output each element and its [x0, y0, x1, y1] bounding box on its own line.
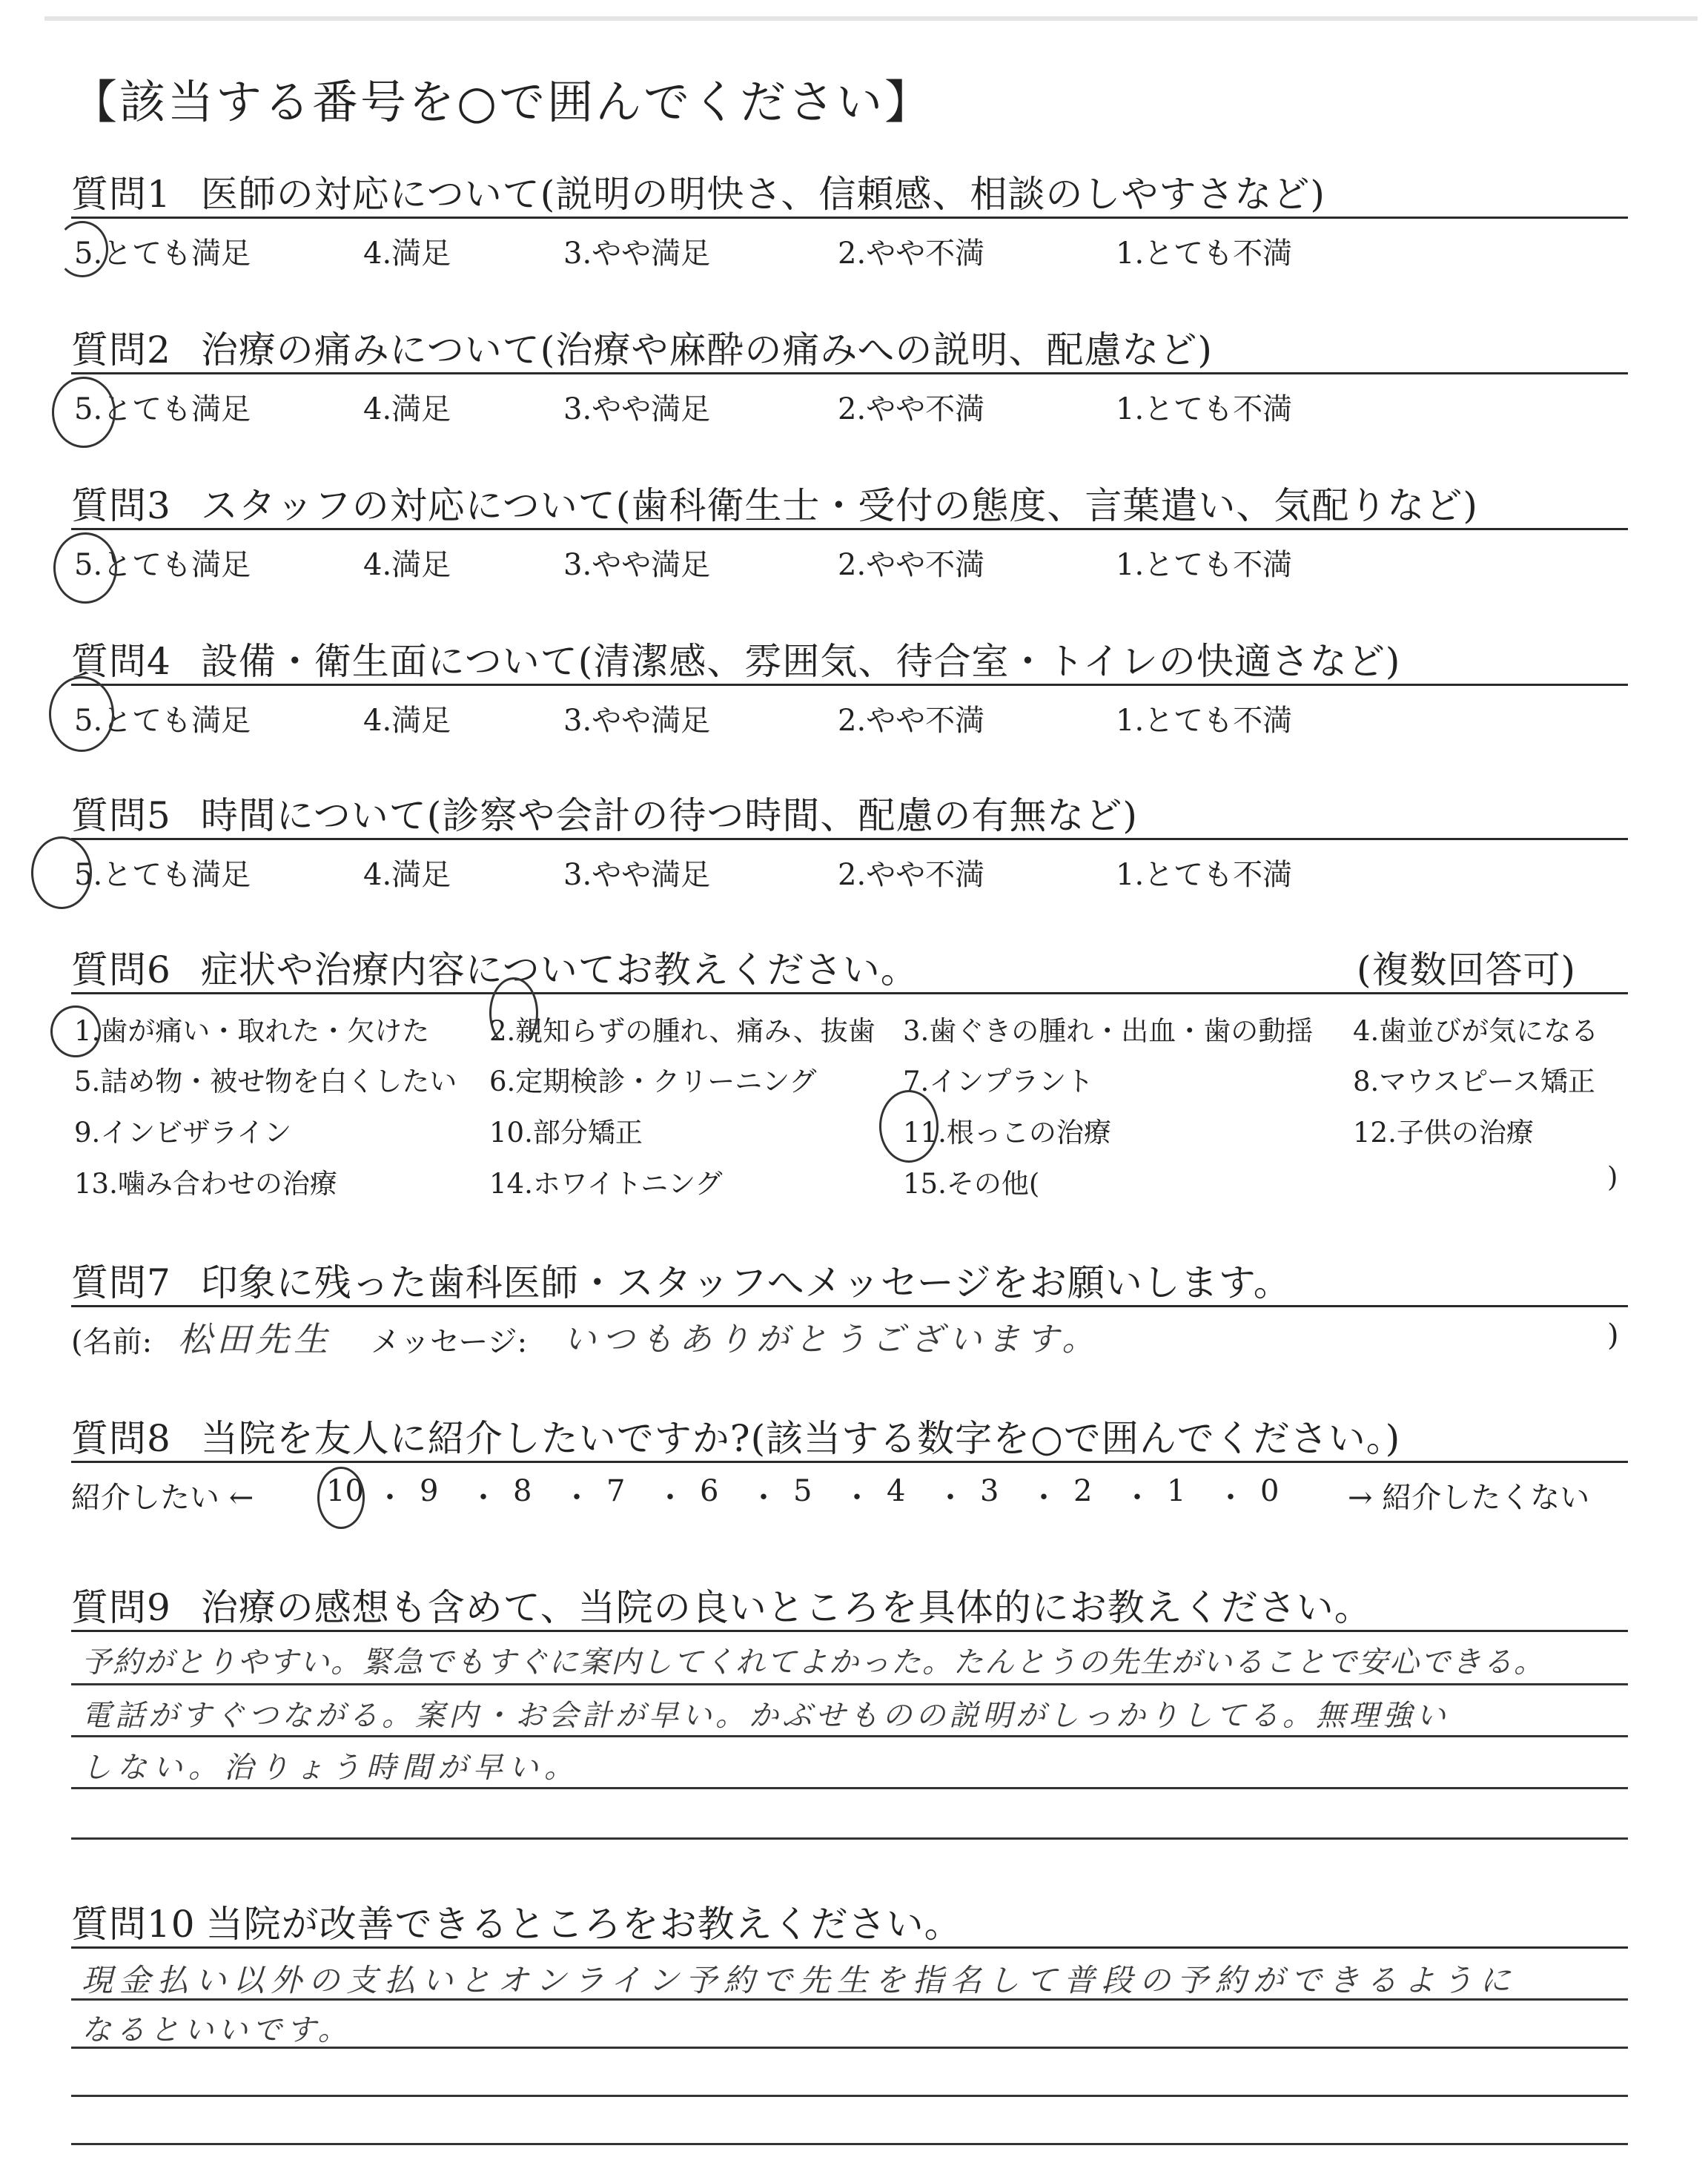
question-text: 時間について(診察や会計の待つ時間、配慮の有無など): [200, 794, 1138, 837]
answer-line: [71, 1683, 1628, 1685]
answer-circle-mark: [52, 377, 116, 448]
question-text: 治療の痛みについて(治療や麻酔の痛みへの説明、配慮など): [200, 328, 1213, 371]
question-number: 質問3: [71, 484, 171, 527]
option-1[interactable]: 1.とても不満: [1116, 704, 1293, 738]
answer-circle-mark: [489, 977, 538, 1048]
question-number: 質問1: [71, 173, 171, 216]
option-3[interactable]: 3.やや満足: [563, 858, 711, 892]
option-1[interactable]: 1.とても不満: [1116, 548, 1293, 582]
question-9-rule: [71, 1630, 1628, 1632]
answer-circle-mark: [31, 836, 92, 909]
option-5[interactable]: 5.とても満足: [74, 237, 251, 271]
q10-answer-line-1[interactable]: 現金払い以外の支払いとオンライン予約で先生を指名して普段の予約ができるように: [82, 1962, 1517, 1998]
scale-value-10[interactable]: 10: [326, 1474, 364, 1508]
answer-line: [71, 1735, 1628, 1737]
symptom-option[interactable]: 6.定期検診・クリーニング: [489, 1066, 817, 1097]
question-10-title: [71, 1895, 962, 1948]
option-1[interactable]: 1.とても不満: [1116, 392, 1293, 426]
option-3[interactable]: 3.やや満足: [563, 392, 711, 426]
message-handwritten[interactable]: いつもありがとうございます。: [563, 1321, 1101, 1358]
question-8-rule: [71, 1461, 1628, 1463]
name-label: (名前:: [71, 1325, 153, 1359]
instruction-heading: 【該当する番号を○で囲んでください】: [71, 75, 933, 129]
symptom-option[interactable]: 4.歯並びが気になる: [1353, 1015, 1599, 1047]
question-text: 設備・衛生面について(清潔感、雰囲気、待合室・トイレの快適さなど): [200, 640, 1401, 683]
question-3-title: [71, 476, 1478, 529]
scale-value-8[interactable]: 8: [513, 1474, 532, 1508]
answer-circle-mark: [317, 1467, 365, 1529]
question-6-title: [71, 940, 918, 994]
question-2-rule: [71, 372, 1628, 374]
scale-value-7[interactable]: 7: [606, 1474, 626, 1508]
symptom-option[interactable]: 1.歯が痛い・取れた・欠けた: [74, 1015, 430, 1047]
recommend-right-label: → 紹介したくない: [1348, 1481, 1590, 1515]
option-3[interactable]: 3.やや満足: [563, 237, 711, 271]
question-1-title: [71, 165, 1325, 218]
option-5[interactable]: 5.とても満足: [74, 548, 251, 582]
q9-answer-line-2[interactable]: 電話がすぐつながる。案内・お会計が早い。かぶせものの説明がしっかりしてる。無理強い: [82, 1699, 1449, 1733]
question-1-rule: [71, 217, 1628, 219]
scale-value-6[interactable]: 6: [700, 1474, 719, 1508]
message-close-paren: ): [1607, 1318, 1619, 1353]
answer-circle-mark: [49, 676, 114, 752]
symptom-option[interactable]: 14.ホワイトニング: [489, 1168, 723, 1200]
symptom-option[interactable]: 2.親知らずの腫れ、痛み、抜歯: [489, 1015, 875, 1047]
option-4[interactable]: 4.満足: [363, 704, 451, 738]
answer-circle-mark: [879, 1090, 939, 1163]
scale-value-2[interactable]: 2: [1073, 1474, 1093, 1508]
symptom-option[interactable]: 10.部分矯正: [489, 1117, 643, 1149]
option-1[interactable]: 1.とても不満: [1116, 237, 1293, 271]
option-2[interactable]: 2.やや不満: [838, 392, 985, 426]
question-number: 質問2: [71, 328, 171, 371]
question-text: 医師の対応について(説明の明快さ、信頼感、相談のしやすさなど): [200, 173, 1325, 216]
question-3-rule: [71, 528, 1628, 530]
question-number: 質問5: [71, 794, 171, 837]
question-number: 質問10: [71, 1903, 196, 1946]
q9-answer-line-3[interactable]: しない。治りょう時間が早い。: [82, 1751, 580, 1785]
scale-separator: ・: [1029, 1481, 1059, 1515]
scale-separator: ・: [1216, 1481, 1245, 1515]
option-3[interactable]: 3.やや満足: [563, 548, 711, 582]
question-text: 当院が改善できるところをお教えください。: [205, 1903, 962, 1946]
message-label: メッセージ:: [371, 1325, 528, 1359]
q10-answer-line-2[interactable]: なるといいです。: [82, 2013, 352, 2047]
name-handwritten[interactable]: 松田先生: [178, 1319, 332, 1359]
question-text: 治療の感想も含めて、当院の良いところを具体的にお教えください。: [200, 1586, 1372, 1629]
option-4[interactable]: 4.満足: [363, 548, 451, 582]
scale-separator: ・: [375, 1481, 405, 1515]
question-number: 質問7: [71, 1261, 171, 1304]
answer-line: [71, 2143, 1628, 2145]
option-4[interactable]: 4.満足: [363, 858, 451, 892]
question-text: 印象に残った歯科医師・スタッフへメッセージをお願いします。: [200, 1261, 1291, 1304]
question-4-title: [71, 632, 1400, 685]
other-close-paren: ): [1607, 1161, 1618, 1193]
answer-line: [71, 1837, 1628, 1840]
answer-line: [71, 2095, 1628, 2097]
recommend-left-label: 紹介したい ←: [71, 1481, 254, 1515]
symptom-option[interactable]: 5.詰め物・被せ物を白くしたい: [74, 1066, 457, 1097]
scale-separator: ・: [655, 1481, 685, 1515]
answer-circle-mark: [56, 221, 108, 277]
scale-separator: ・: [842, 1481, 872, 1515]
question-5-rule: [71, 838, 1628, 840]
symptom-option[interactable]: 3.歯ぐきの腫れ・出血・歯の動揺: [903, 1015, 1314, 1047]
symptom-option[interactable]: 15.その他(: [903, 1168, 1040, 1200]
question-text: スタッフの対応について(歯科衛生士・受付の態度、言葉遣い、気配りなど): [200, 484, 1478, 527]
option-2[interactable]: 2.やや不満: [838, 548, 985, 582]
question-6-rule: [71, 992, 1628, 994]
answer-circle-mark: [50, 1005, 101, 1057]
option-2[interactable]: 2.やや不満: [838, 858, 985, 892]
option-1[interactable]: 1.とても不満: [1116, 858, 1293, 892]
question-number: 質問8: [71, 1417, 171, 1460]
question-8-title: [71, 1409, 1400, 1462]
answer-circle-mark: [53, 532, 117, 604]
scale-separator: ・: [936, 1481, 965, 1515]
scale-separator: ・: [749, 1481, 778, 1515]
symptom-option[interactable]: 12.子供の治療: [1353, 1117, 1534, 1149]
question-7-rule: [71, 1305, 1628, 1307]
top-border: [44, 16, 1698, 21]
multiple-answer-note: (複数回答可): [1357, 948, 1577, 991]
question-2-title: [71, 320, 1213, 374]
question-4-rule: [71, 684, 1628, 686]
scale-value-5[interactable]: 5: [793, 1474, 812, 1508]
scale-separator: ・: [469, 1481, 498, 1515]
scale-value-9[interactable]: 9: [420, 1474, 439, 1508]
symptom-option[interactable]: 8.マウスピース矯正: [1353, 1066, 1595, 1097]
answer-line: [71, 1787, 1628, 1789]
option-2[interactable]: 2.やや不満: [838, 237, 985, 271]
scale-value-1[interactable]: 1: [1167, 1474, 1186, 1508]
option-4[interactable]: 4.満足: [363, 237, 451, 271]
symptom-option[interactable]: 9.インビザライン: [74, 1117, 292, 1149]
question-number: 質問4: [71, 640, 171, 683]
question-7-title: [71, 1253, 1291, 1307]
question-text: 当院を友人に紹介したいですか?(該当する数字を○で囲んでください。): [200, 1417, 1401, 1460]
scale-value-0[interactable]: 0: [1260, 1474, 1280, 1508]
question-number: 質問6: [71, 948, 171, 991]
option-5[interactable]: 5.とても満足: [74, 704, 251, 738]
option-5[interactable]: 5.とても満足: [74, 858, 251, 892]
symptom-option[interactable]: 7.インプラント: [903, 1066, 1094, 1097]
scale-value-4[interactable]: 4: [887, 1474, 906, 1508]
question-text: 症状や治療内容についてお教えください。: [200, 948, 918, 991]
q9-answer-line-1[interactable]: 予約がとりやすい。緊急でもすぐに案内してくれてよかった。たんとうの先生がいることで安心できる。: [82, 1645, 1545, 1680]
symptom-option[interactable]: 11.根っこの治療: [903, 1117, 1111, 1149]
question-9-title: [71, 1578, 1372, 1631]
question-10-rule: [71, 1946, 1628, 1949]
scale-separator: ・: [562, 1481, 592, 1515]
symptom-option[interactable]: 13.噛み合わせの治療: [74, 1168, 337, 1200]
option-4[interactable]: 4.満足: [363, 392, 451, 426]
scale-separator: ・: [1122, 1481, 1152, 1515]
option-5[interactable]: 5.とても満足: [74, 392, 251, 426]
option-3[interactable]: 3.やや満足: [563, 704, 711, 738]
option-2[interactable]: 2.やや不満: [838, 704, 985, 738]
scale-value-3[interactable]: 3: [980, 1474, 999, 1508]
question-number: 質問9: [71, 1586, 171, 1629]
question-5-title: [71, 786, 1138, 839]
